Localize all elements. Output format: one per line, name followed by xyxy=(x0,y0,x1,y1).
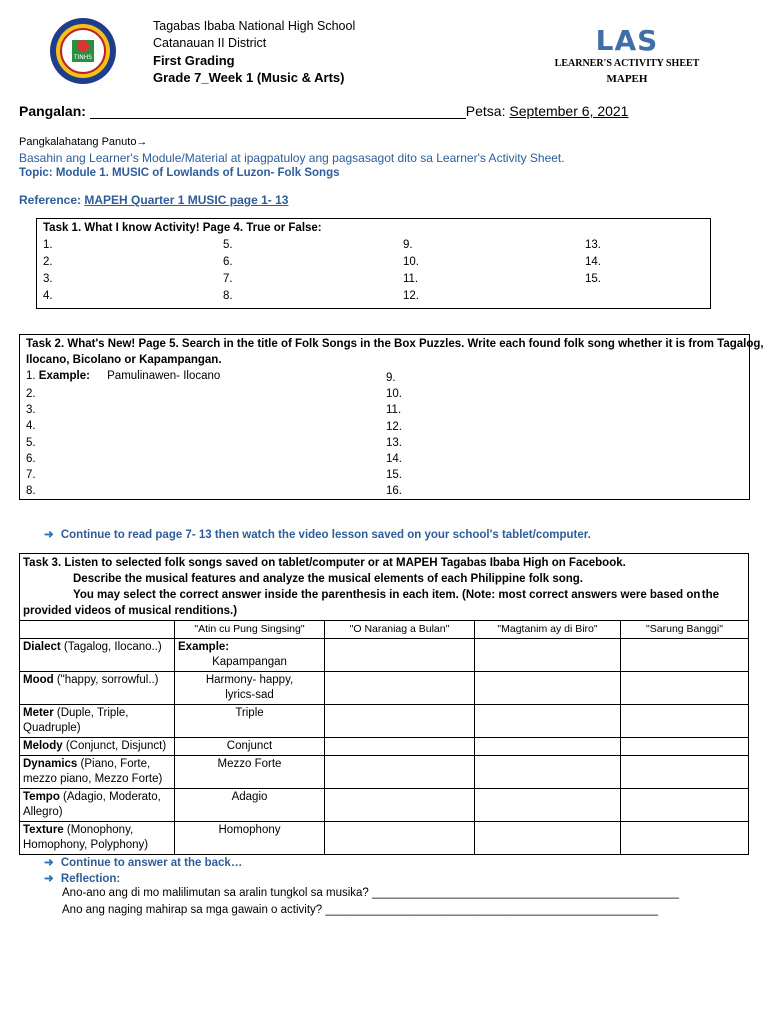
task2-item-number: 1. xyxy=(26,370,36,382)
task1-item[interactable]: 9. xyxy=(403,239,413,251)
task1-item[interactable]: 15. xyxy=(585,273,601,285)
continue-back-text: Continue to answer at the back… xyxy=(60,857,243,869)
task3-line3-text: You may select the correct answer inside the parenthesis in each item. (Note: most correct answers were based on xyxy=(73,589,701,601)
reference-link[interactable]: MAPEH Quarter 1 MUSIC page 1- 13 xyxy=(84,193,289,207)
grading-period: First Grading xyxy=(153,53,235,68)
element-hint: (Tagalog, Ilocano..) xyxy=(60,641,162,653)
reference-label: Reference: xyxy=(19,193,85,207)
task3-line2: Describe the musical features and analyze the musical elements of each Philippine folk song. xyxy=(73,573,583,585)
task1-item[interactable]: 7. xyxy=(223,273,233,285)
task3-table xyxy=(19,553,749,855)
answer-cell[interactable] xyxy=(621,789,749,822)
task1-item[interactable]: 6. xyxy=(223,256,233,268)
task1-item[interactable]: 14. xyxy=(585,256,601,268)
las-logo-subtitle: LEARNER'S ACTIVITY SHEET xyxy=(554,58,700,69)
answer-cell[interactable] xyxy=(475,822,621,855)
reflection-label: Reflection: xyxy=(60,873,121,885)
table-row xyxy=(20,672,749,705)
answer-cell xyxy=(175,672,325,705)
task2-item[interactable]: 12. xyxy=(386,420,402,433)
continue-back-note xyxy=(44,855,242,869)
district-name: Catanauan II District xyxy=(153,36,267,50)
instruction-direction: Basahin ang Learner's Module/Material at ipagpatuloy ang pagsasagot dito sa Learner's Activity Sheet. xyxy=(19,151,565,165)
reflection-question-2[interactable]: Ano ang naging mahirap sa mga gawain o activity? ____________________________________________________ xyxy=(62,904,658,916)
element-name: Dialect xyxy=(23,641,61,653)
topic-line: Topic: Module 1. MUSIC of Lowlands of Luzon- Folk Songs xyxy=(19,167,340,179)
table-row xyxy=(20,705,749,738)
task3-line3-end: the xyxy=(701,589,719,601)
element-label-cell xyxy=(20,822,175,855)
task2-item[interactable]: 6. xyxy=(26,452,36,465)
task1-item[interactable]: 13. xyxy=(585,239,601,251)
task1-item[interactable]: 5. xyxy=(223,239,233,251)
task2-example-row xyxy=(26,370,220,382)
name-date-row xyxy=(19,103,628,119)
answer-cell xyxy=(175,639,325,672)
answer-cell[interactable] xyxy=(621,738,749,756)
date-value: September 6, 2021 xyxy=(509,103,629,119)
date-label: Petsa: xyxy=(465,103,506,119)
grade-week: Grade 7_Week 1 (Music & Arts) xyxy=(153,70,345,85)
element-name: Texture xyxy=(23,824,64,836)
task1-item[interactable]: 10. xyxy=(403,256,419,268)
task2-item[interactable]: 9. xyxy=(386,372,396,384)
task3-header-cell: "Atin cu Pung Singsing" xyxy=(175,621,325,639)
task2-title-line1: Task 2. What's New! Page 5. Search in the title of Folk Songs in the Box Puzzles. Write each found folk song whether it is from Tagalog, xyxy=(26,338,764,350)
answer-cell[interactable] xyxy=(475,639,621,672)
task1-col4 xyxy=(585,237,601,288)
reference-line xyxy=(19,193,288,207)
name-field[interactable] xyxy=(90,104,466,119)
task3-header-row xyxy=(20,621,749,639)
answer-cell[interactable] xyxy=(621,672,749,705)
task2-item[interactable]: 8. xyxy=(26,485,36,498)
example-value: Harmony- happy, lyrics-sad xyxy=(205,674,294,701)
las-logo-text: LAS xyxy=(595,24,659,57)
element-hint: (Piano, Forte, mezzo piano, Mezzo Forte) xyxy=(23,758,163,785)
task3-header-cell: "Magtanim ay di Biro" xyxy=(475,621,621,639)
school-name: Tagabas Ibaba National High School xyxy=(153,19,356,33)
element-hint: (Conjunct, Disjunct) xyxy=(62,740,167,752)
answer-cell[interactable] xyxy=(325,822,475,855)
answer-cell[interactable] xyxy=(475,705,621,738)
table-row xyxy=(20,789,749,822)
element-hint: (Adagio, Moderato, Allegro) xyxy=(23,791,161,818)
task2-item[interactable]: 16. xyxy=(386,485,402,498)
table-row xyxy=(20,738,749,756)
answer-cell[interactable] xyxy=(475,672,621,705)
task1-item[interactable]: 1. xyxy=(43,239,53,251)
task2-item[interactable]: 2. xyxy=(26,388,36,400)
answer-cell[interactable] xyxy=(475,756,621,789)
answer-cell[interactable] xyxy=(325,738,475,756)
table-row xyxy=(20,756,749,789)
element-label-cell xyxy=(20,639,175,672)
task3-header-cell: "Sarung Banggi" xyxy=(621,621,749,639)
continue-note xyxy=(44,527,591,541)
las-logo-subject: MAPEH xyxy=(606,73,648,85)
task2-item[interactable]: 3. xyxy=(26,404,36,417)
task2-example-value: Pamulinawen- Ilocano xyxy=(107,370,221,382)
continue-note-text: Continue to read page 7- 13 then watch the video lesson saved on your school's tablet/computer. xyxy=(60,529,591,541)
task3-header-cell: "O Naraniag a Bulan" xyxy=(325,621,475,639)
arrow-right-icon: ➜ xyxy=(44,529,54,541)
task2-item[interactable]: 5. xyxy=(26,436,36,449)
element-hint: ("happy, sorrowful..) xyxy=(53,674,159,686)
school-seal xyxy=(48,16,118,86)
answer-cell: Triple xyxy=(175,705,325,738)
las-logo xyxy=(552,24,702,94)
element-name: Tempo xyxy=(23,791,60,803)
reflection-question-1[interactable]: Ano-ano ang di mo malilimutan sa aralin tungkol sa musika? ________________________________________________ xyxy=(62,887,680,899)
example-label: Example: xyxy=(178,641,230,653)
task3-line1: Task 3. Listen to selected folk songs saved on tablet/computer or at MAPEH Tagabas Ibaba High on Facebook. xyxy=(23,557,626,569)
answer-cell[interactable] xyxy=(475,738,621,756)
task1-col3 xyxy=(403,237,419,305)
reflection-heading xyxy=(44,871,120,885)
task2-example-label: Example: xyxy=(38,370,90,382)
table-row xyxy=(20,822,749,855)
answer-cell[interactable] xyxy=(621,756,749,789)
example-value: Kapampangan xyxy=(212,656,287,668)
task2-box xyxy=(19,334,764,500)
answer-cell[interactable] xyxy=(325,756,475,789)
task1-item[interactable]: 11. xyxy=(403,273,419,285)
element-name: Mood xyxy=(23,674,54,686)
task2-item[interactable]: 14. xyxy=(386,453,402,466)
answer-cell[interactable] xyxy=(325,705,475,738)
task2-title-line2: Ilocano, Bicolano or Kapampangan. xyxy=(26,354,222,366)
answer-cell[interactable] xyxy=(621,822,749,855)
name-label: Pangalan: xyxy=(19,103,86,119)
answer-cell: Conjunct xyxy=(175,738,325,756)
task1-item[interactable]: 8. xyxy=(223,290,233,302)
task3-line4: provided videos of musical renditions.) xyxy=(23,605,238,617)
task3-instructions xyxy=(20,554,749,621)
answer-cell: Homophony xyxy=(175,822,325,855)
element-label-cell xyxy=(20,672,175,705)
element-name: Dynamics xyxy=(23,758,78,770)
task1-col2 xyxy=(223,237,233,305)
task2-item[interactable]: 10. xyxy=(386,388,402,401)
arrow-right-icon: ➜ xyxy=(44,857,54,869)
element-name: Meter xyxy=(23,707,54,719)
element-label-cell xyxy=(20,738,175,756)
task3-line3 xyxy=(23,587,745,603)
task1-item[interactable]: 12. xyxy=(403,290,419,302)
answer-cell: Adagio xyxy=(175,789,325,822)
task1-col1 xyxy=(43,237,53,305)
element-name: Melody xyxy=(23,740,63,752)
answer-cell[interactable] xyxy=(325,639,475,672)
task1-item[interactable]: 3. xyxy=(43,273,53,285)
answer-cell[interactable] xyxy=(621,705,749,738)
task2-left-col xyxy=(26,386,36,499)
task1-box xyxy=(36,218,711,309)
element-label-cell xyxy=(20,789,175,822)
element-hint: (Monophony, Homophony, Polyphony) xyxy=(23,824,149,851)
task1-title: Task 1. What I know Activity! Page 4. True or False: xyxy=(43,222,322,234)
arrow-right-icon: ➜ xyxy=(44,873,54,885)
task2-item[interactable]: 15. xyxy=(386,469,402,482)
answer-cell[interactable] xyxy=(621,639,749,672)
element-label-cell xyxy=(20,756,175,789)
element-hint: (Duple, Triple, Quadruple) xyxy=(23,707,129,734)
answer-cell: Mezzo Forte xyxy=(175,756,325,789)
svg-text:TINHS: TINHS xyxy=(73,54,93,61)
task3-header-cell xyxy=(20,621,175,639)
answer-cell[interactable] xyxy=(475,789,621,822)
task1-item[interactable]: 4. xyxy=(43,290,53,302)
task2-item[interactable]: 13. xyxy=(386,436,402,449)
answer-cell[interactable] xyxy=(325,789,475,822)
answer-cell[interactable] xyxy=(325,672,475,705)
table-row xyxy=(20,639,749,672)
task2-item[interactable]: 4. xyxy=(26,420,36,433)
task2-item[interactable]: 11. xyxy=(386,404,402,417)
task2-right-col xyxy=(386,370,402,500)
task1-item[interactable]: 2. xyxy=(43,256,53,268)
general-instruction: Pangkalahatang Panuto→ xyxy=(19,136,148,148)
element-label-cell xyxy=(20,705,175,738)
task2-item[interactable]: 7. xyxy=(26,469,36,482)
